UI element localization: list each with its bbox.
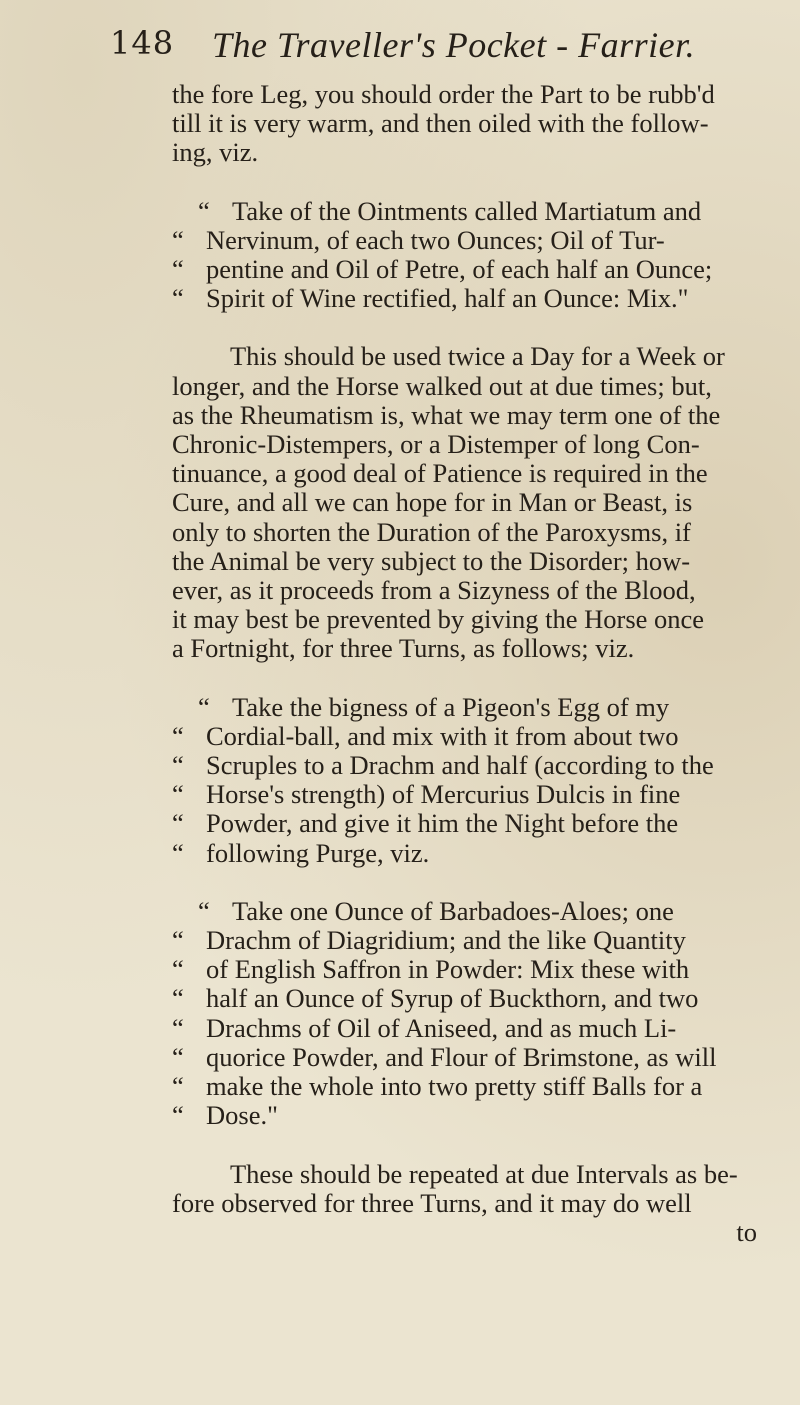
text-line: the Animal be very subject to the Disorder; how- — [172, 545, 691, 576]
quote-line — [172, 226, 757, 255]
quote-text: of English Saffron in Powder: Mix these with — [206, 954, 690, 985]
quote-line — [172, 809, 757, 838]
quote-text: Horse's strength) of Mercurius Dulcis in fine — [206, 779, 681, 810]
quote-mark: “ — [172, 983, 184, 1014]
text-line: as the Rheumatism is, what we may term one of the — [172, 399, 721, 430]
quote-text: Drachm of Diagridium; and the like Quantity — [206, 925, 686, 956]
quote-mark: “ — [172, 925, 184, 956]
quote-line — [172, 255, 757, 284]
quote-mark: “ — [198, 691, 210, 722]
quote-mark: “ — [172, 808, 184, 839]
quote-text: make the whole into two pretty stiff Balls for a — [206, 1071, 703, 1102]
text-line: till it is very warm, and then oiled with the follow- — [172, 108, 709, 139]
quote-text: quorice Powder, and Flour of Brimstone, as will — [206, 1041, 717, 1072]
recipe-ointment — [172, 197, 757, 314]
quote-line — [172, 839, 757, 868]
quote-mark: “ — [172, 283, 184, 314]
quote-line — [172, 751, 757, 780]
paragraph-3 — [172, 1160, 757, 1248]
quote-line — [172, 1101, 757, 1130]
quote-line — [172, 897, 757, 926]
paragraph-2 — [172, 342, 757, 663]
page-number: 148 — [110, 24, 175, 62]
text-line: Chronic-Distempers, or a Distemper of long Con- — [172, 429, 700, 460]
quote-line — [172, 955, 757, 984]
text-line: the fore Leg, you should order the Part to be rubb'd — [172, 79, 715, 109]
quote-line — [172, 197, 757, 226]
text-line: it may best be prevented by giving the Horse once — [172, 604, 705, 635]
quote-mark: “ — [172, 224, 184, 255]
quote-line — [172, 926, 757, 955]
quote-mark: “ — [172, 779, 184, 810]
quote-text: following Purge, viz. — [206, 837, 430, 868]
text-line: tinuance, a good deal of Patience is required in the — [172, 458, 708, 489]
quote-line — [172, 284, 757, 313]
quote-mark: “ — [172, 1012, 184, 1043]
quote-line — [172, 1043, 757, 1072]
quote-text: Take one Ounce of Barbadoes-Aloes; one — [232, 895, 674, 926]
paragraph-1 — [172, 80, 757, 168]
quote-line — [172, 1072, 757, 1101]
quote-text: Nervinum, of each two Ounces; Oil of Tur- — [206, 224, 665, 255]
catchword: to — [736, 1216, 757, 1247]
quote-mark: “ — [198, 895, 210, 926]
quote-mark: “ — [172, 1041, 184, 1072]
recipe-purge — [172, 897, 757, 1131]
quote-mark: “ — [172, 837, 184, 868]
quote-text: pentine and Oil of Petre, of each half an Ounce; — [206, 254, 713, 285]
running-title: The Traveller's Pocket - Farrier. — [212, 25, 696, 65]
page-body — [172, 80, 757, 1247]
quote-text: Take the bigness of a Pigeon's Egg of my — [232, 691, 670, 722]
quote-mark: “ — [172, 1100, 184, 1131]
quote-mark: “ — [172, 254, 184, 285]
quote-line — [172, 693, 757, 722]
quote-text: Cordial-ball, and mix with it from about two — [206, 720, 679, 751]
text-line: ever, as it proceeds from a Sizyness of the Blood, — [172, 575, 696, 606]
quote-text: Spirit of Wine rectified, half an Ounce: Mix." — [206, 283, 689, 314]
quote-mark: “ — [172, 954, 184, 985]
quote-text: Dose." — [206, 1100, 278, 1131]
quote-text: Drachms of Oil of Aniseed, and as much Li- — [206, 1012, 677, 1043]
quote-line — [172, 722, 757, 751]
quote-line — [172, 780, 757, 809]
recipe-cordial — [172, 693, 757, 868]
text-line: longer, and the Horse walked out at due times; but, — [172, 370, 712, 401]
quote-text: Take of the Ointments called Martiatum and — [232, 195, 702, 226]
text-line: only to shorten the Duration of the Paroxysms, if — [172, 516, 691, 547]
text-line: fore observed for three Turns, and it may do well — [172, 1187, 692, 1218]
quote-line — [172, 984, 757, 1013]
text-line: ing, viz. — [172, 137, 259, 168]
text-line: Cure, and all we can hope for in Man or Beast, is — [172, 487, 693, 518]
text-line: These should be repeated at due Intervals as be- — [230, 1158, 738, 1189]
quote-text: Scruples to a Drachm and half (according to the — [206, 750, 714, 781]
quote-mark: “ — [172, 720, 184, 751]
quote-mark: “ — [172, 1071, 184, 1102]
quote-text: Powder, and give it him the Night before the — [206, 808, 679, 839]
text-line: This should be used twice a Day for a Week or — [230, 341, 725, 372]
quote-mark: “ — [172, 750, 184, 781]
quote-text: half an Ounce of Syrup of Buckthorn, and two — [206, 983, 699, 1014]
quote-line — [172, 1014, 757, 1043]
quote-mark: “ — [198, 195, 210, 226]
text-line: a Fortnight, for three Turns, as follows; viz. — [172, 633, 635, 664]
